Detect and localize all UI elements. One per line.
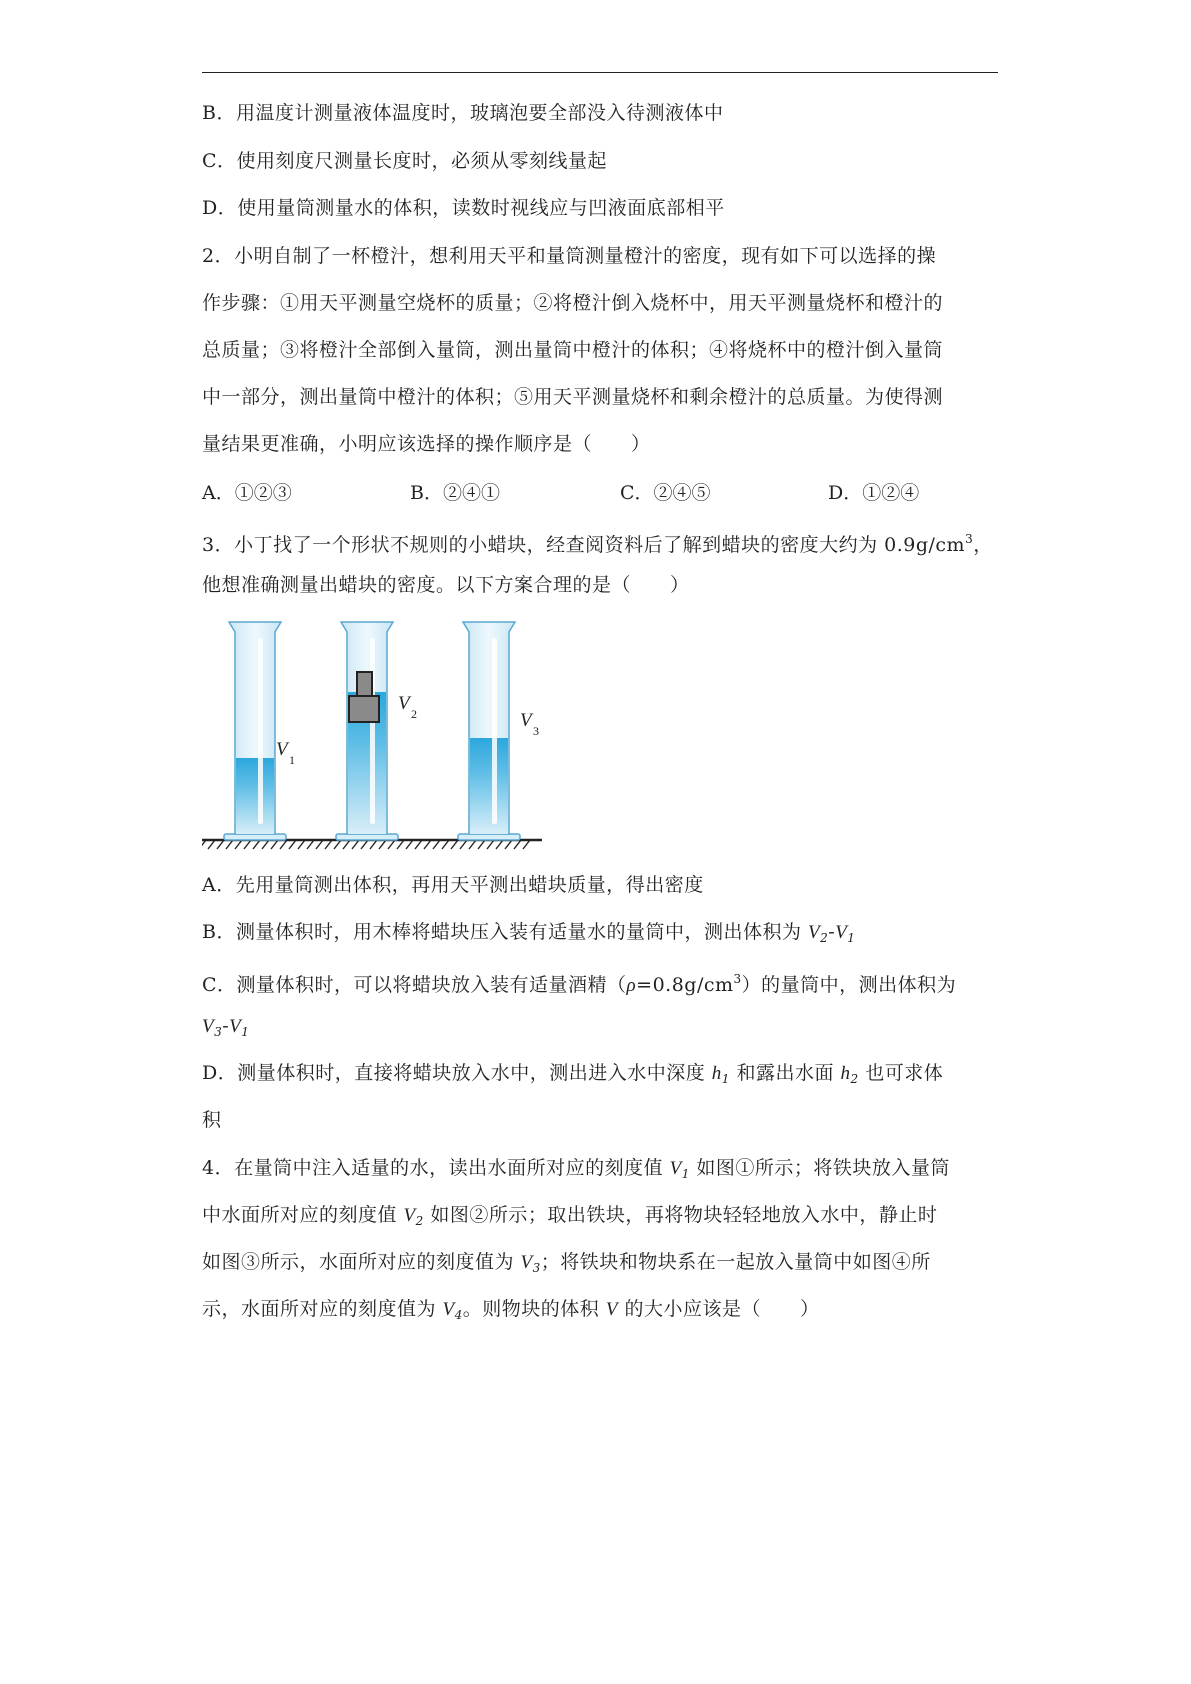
- q4-line-4b: 。则物块的体积: [462, 1298, 606, 1320]
- q1-option-d: D．使用量筒测量水的体积，读数时视线应与凹液面底部相平: [202, 197, 725, 219]
- cylinder-3: [458, 622, 539, 840]
- header-rule: [202, 72, 998, 73]
- q3-option-b-v1: V: [835, 922, 848, 943]
- cylinder-1: [224, 622, 295, 840]
- q4-line-4a: 示，水面所对应的刻度值为: [202, 1298, 443, 1320]
- q1-option-b: B．用温度计测量液体温度时，玻璃泡要全部没入待测液体中: [202, 102, 724, 124]
- q4-line-1a: 4．在量筒中注入适量的水，读出水面所对应的刻度值: [202, 1157, 670, 1179]
- q3-option-d-text1: D．测量体积时，直接将蜡块放入水中，测出进入水中深度: [202, 1062, 712, 1084]
- q3-line-1: [202, 526, 993, 558]
- q3-option-c-rho: ρ: [626, 975, 637, 996]
- q4-line-3b: ；将铁块和物块系在一起放入量筒中如图④所: [540, 1251, 931, 1273]
- q2-option-a: A．①②③: [202, 482, 292, 504]
- q4-line-2b: 如图②所示；取出铁块，再将物块轻轻地放入水中，静止时: [423, 1204, 938, 1226]
- q3-unit-exponent: 3: [965, 532, 974, 546]
- q3-option-c-text3: ）的量筒中，测出体积为: [741, 974, 957, 996]
- q3-option-d-text3: 也可求体: [858, 1062, 944, 1084]
- q3-line-2: 他想准确测量出蜡块的密度。以下方案合理的是（ ）: [202, 574, 690, 596]
- q2-options: [202, 478, 1022, 504]
- cylinders-figure: [202, 618, 542, 850]
- q2-line-2: 作步骤：①用天平测量空烧杯的质量；②将橙汁倒入烧杯中，用天平测量烧杯和橙汁的: [202, 292, 944, 314]
- q3-option-c-v1: V: [229, 1016, 242, 1037]
- q3-line-1-end: ，: [973, 534, 993, 556]
- q4-line-4: [202, 1296, 820, 1328]
- q3-option-a: A．先用量筒测出体积，再用天平测出蜡块质量，得出密度: [202, 874, 704, 896]
- wax-block-bottom: [349, 696, 379, 722]
- q3-option-b-v2: V: [808, 922, 821, 943]
- q4-v: V: [605, 1299, 618, 1320]
- label-v2-sub: 2: [411, 707, 417, 721]
- q4-v2: V: [403, 1205, 416, 1226]
- q3-option-c-text2: =0.8g/cm: [636, 974, 734, 996]
- q4-v2-sub: 2: [415, 1214, 424, 1228]
- q3-option-b-sub2: 2: [820, 931, 829, 945]
- q3-option-c-v3: V: [202, 1016, 215, 1037]
- q2-line-3: 总质量；③将橙汁全部倒入量筒，测出量筒中橙汁的体积；④将烧杯中的橙汁倒入量筒: [202, 339, 944, 361]
- cylinder-2: [336, 622, 417, 840]
- q3-option-d-sub1: 1: [721, 1072, 730, 1086]
- q3-option-c: [202, 966, 956, 999]
- q3-option-c-text1: C．测量体积时，可以将蜡块放入装有适量酒精（: [202, 974, 627, 996]
- q4-line-2: [202, 1202, 937, 1234]
- q1-option-c: C．使用刻度尺测量长度时，必须从零刻线量起: [202, 150, 608, 172]
- q3-option-d-sub2: 2: [850, 1072, 859, 1086]
- label-v1: V: [276, 739, 288, 760]
- q3-option-d-h2: h: [840, 1063, 851, 1084]
- q2-line-4: 中一部分，测出量筒中橙汁的体积；⑤用天平测量烧杯和剩余橙汁的总质量。为使得测: [202, 386, 944, 408]
- label-v1-sub: 1: [289, 753, 295, 767]
- q4-line-4c: 的大小应该是（ ）: [617, 1298, 820, 1320]
- q2-option-c: C．②④⑤: [620, 482, 711, 504]
- q3-option-b: [202, 919, 855, 951]
- label-v3-sub: 3: [533, 724, 539, 738]
- q3-option-b-dash: -: [828, 921, 836, 943]
- q4-v4: V: [442, 1299, 455, 1320]
- q3-option-c-dash: -: [222, 1015, 230, 1037]
- q4-line-2a: 中水面所对应的刻度值: [202, 1204, 404, 1226]
- q3-option-c-sub3: 3: [214, 1025, 223, 1039]
- water-v3: [470, 738, 508, 834]
- q4-line-3: [202, 1249, 931, 1281]
- q3-option-d-text2: 和露出水面: [729, 1062, 841, 1084]
- q4-v1-sub: 1: [681, 1167, 690, 1181]
- q3-option-b-text: B．测量体积时，用木棒将蜡块压入装有适量水的量筒中，测出体积为: [202, 921, 809, 943]
- wax-block-top: [357, 672, 372, 696]
- q3-option-d-line-2: 积: [202, 1109, 222, 1131]
- q3-option-b-sub1: 1: [847, 931, 856, 945]
- q3-option-c-line-2: [202, 1013, 249, 1045]
- q4-line-1: [202, 1155, 950, 1187]
- label-v2: V: [398, 693, 410, 714]
- q3-option-d: [202, 1060, 943, 1092]
- q3-option-c-exp: 3: [733, 972, 742, 986]
- q2-option-b: B．②④①: [410, 482, 500, 504]
- label-v3: V: [520, 710, 532, 731]
- q4-line-3a: 如图③所示，水面所对应的刻度值为: [202, 1251, 521, 1273]
- q2-option-d: D．①②④: [828, 482, 920, 504]
- q3-line-1-text: 3．小丁找了一个形状不规则的小蜡块，经查阅资料后了解到蜡块的密度大约为 0.9g/cm: [202, 534, 966, 556]
- q4-v4-sub: 4: [454, 1308, 463, 1322]
- q4-v3: V: [520, 1252, 533, 1273]
- q4-v3-sub: 3: [532, 1261, 541, 1275]
- q2-line-5: 量结果更准确，小明应该选择的操作顺序是（ ）: [202, 433, 651, 455]
- q4-v1: V: [669, 1158, 682, 1179]
- ground-hatch: [202, 840, 542, 849]
- q2-line-1: 2．小明自制了一杯橙汁，想利用天平和量筒测量橙汁的密度，现有如下可以选择的操: [202, 245, 937, 267]
- water-v1: [236, 758, 274, 834]
- q3-option-d-h1: h: [711, 1063, 722, 1084]
- q3-option-c-sub1: 1: [241, 1025, 250, 1039]
- q4-line-1b: 如图①所示；将铁块放入量筒: [689, 1157, 950, 1179]
